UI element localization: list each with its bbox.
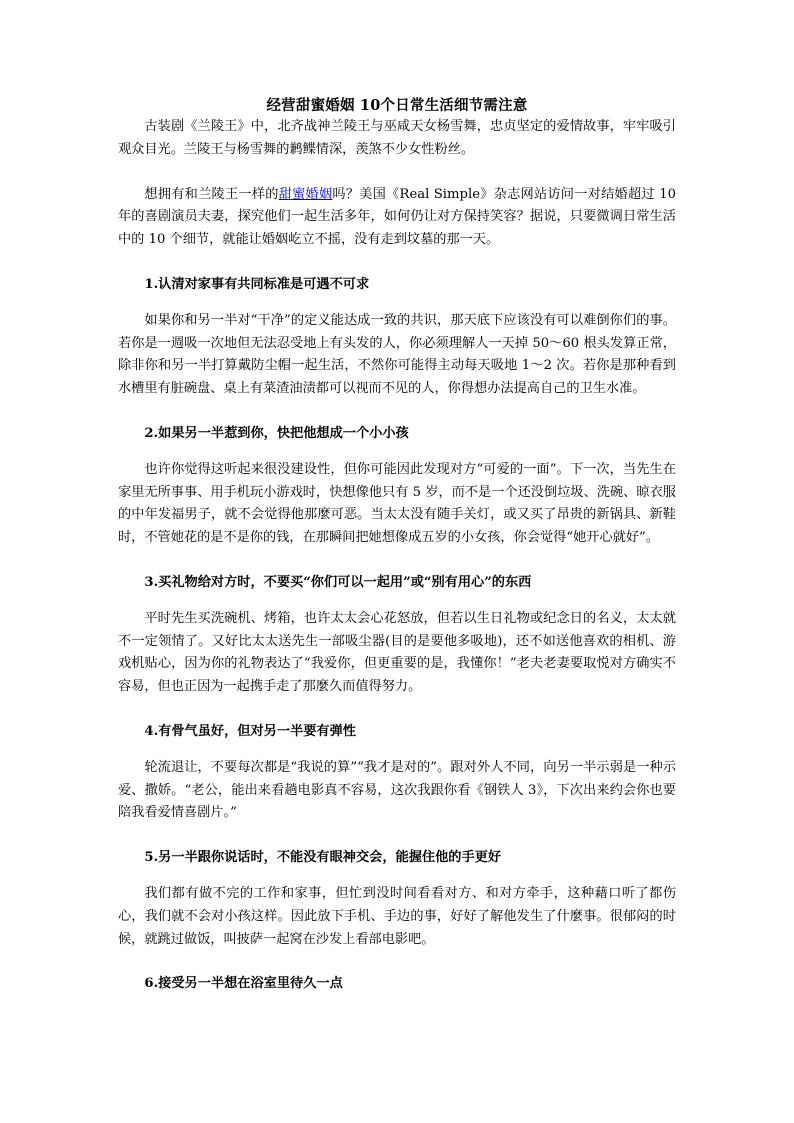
spacer (118, 446, 676, 459)
spacer (118, 595, 676, 608)
spacer (118, 252, 676, 274)
spacer (118, 401, 676, 423)
section-body-4: 轮流退让，不要每次都是“我说的算”“我才是对的”。跟对外人不同，向另一半示弱是一种示爱、撒娇。“老公，能出来看趟电影真不容易，这次我跟你看《钢铁人 3》，下次出来约会你也要陪我看爱情喜剧片。” (118, 759, 676, 821)
intro-paragraph-2 (118, 184, 676, 252)
section-heading-3: 3.买礼物给对方时，不要买“你们可以一起用”或“别有用心”的东西 (144, 574, 532, 590)
section-body-1: 如果你和另一半对“干净”的定义能达成一致的共识，那天底下应该没有可以难倒你们的事。若你是一週吸一次地但无法忍受地上有头发的人，你必须理解人一天掉 50～60 根头发算正常，除非你和另一半打算戴防尘帽一起生活，不然你可能得主动每天吸地 1～2 次。若你是那种看到水槽里有脏碗盘、桌上有菜渣油渍都可以视而不见的人，你得想办法提高自己的卫生水准。 (118, 312, 676, 397)
intro-paragraph-1: 古装剧《兰陵王》中，北齐战神兰陵王与巫咸天女杨雪舞，忠贞坚定的爱情故事，牢牢吸引观众目光。兰陵王与杨雪舞的鹣鲽情深，羡煞不少女性粉丝。 (118, 119, 676, 157)
intro-text-before-link: 想拥有和兰陵王一样的 (144, 186, 279, 202)
section-body-2: 也许你觉得这听起来很没建设性，但你可能因此发现对方“可爱的一面”。下一次，当先生在家里无所事事、用手机玩小游戏时，快想像他只有 5 岁，而不是一个还没倒垃圾、洗碗、晾衣服的中年发福男子，就不会觉得他那麼可恶。当太太没有随手关灯，或又买了昂贵的新锅具、新鞋时，不管她花的是不是你的钱，在那瞬间把她想像成五岁的小女孩，你会觉得“她开心就好”。 (118, 461, 676, 546)
spacer (118, 699, 676, 721)
intro-text-after-link: 吗？美国《Real Simple》杂志网站访问一对结婚超过 10 年的喜剧演员夫妻，探究他们一起生活多年，如何仍让对方保持笑容？据说，只要微调日常生活中的 10 个细节，就能让婚姻屹立不摇，没有走到坟墓的那一天。 (118, 186, 677, 248)
spacer (118, 825, 676, 847)
section-heading-5: 5.另一半跟你说话时，不能没有眼神交会，能握住他的手更好 (144, 850, 502, 866)
spacer (118, 870, 676, 883)
spacer (118, 951, 676, 973)
spacer (118, 550, 676, 572)
document-page (118, 96, 676, 996)
section-body-3: 平时先生买洗碗机、烤箱，也许太太会心花怒放，但若以生日礼物或纪念日的名义，太太就不一定领情了。又好比太太送先生一部吸尘器(目的是要他多吸地)，还不如送他喜欢的相机、游戏机贴心，因为你的礼物表达了“我爱你，但更重要的是，我懂你！”老夫老妻要取悦对方确实不容易，但也正因为一起携手走了那麼久而值得努力。 (118, 610, 676, 695)
spacer (118, 744, 676, 757)
section-heading-2: 2.如果另一半惹到你，快把他想成一个小小孩 (144, 425, 409, 441)
sweet-marriage-link[interactable]: 甜蜜婚姻 (278, 186, 333, 202)
spacer (118, 297, 676, 310)
section-heading-1: 1.认清对家事有共同标准是可遇不可求 (144, 276, 370, 292)
section-body-5: 我们都有做不完的工作和家事，但忙到没时间看看对方、和对方牵手，这种藉口听了都伤心，我们就不会对小孩这样。因此放下手机、手边的事，好好了解他发生了什麼事。很郁闷的时候，就跳过做饭，叫披萨一起窝在沙发上看部电影吧。 (118, 885, 676, 947)
section-heading-6: 6.接受另一半想在浴室里待久一点 (144, 976, 343, 992)
section-heading-4: 4.有骨气虽好，但对另一半要有弹性 (144, 723, 356, 739)
document-title: 经营甜蜜婚姻 10个日常生活细节需注意 (266, 97, 528, 114)
spacer (118, 162, 676, 184)
